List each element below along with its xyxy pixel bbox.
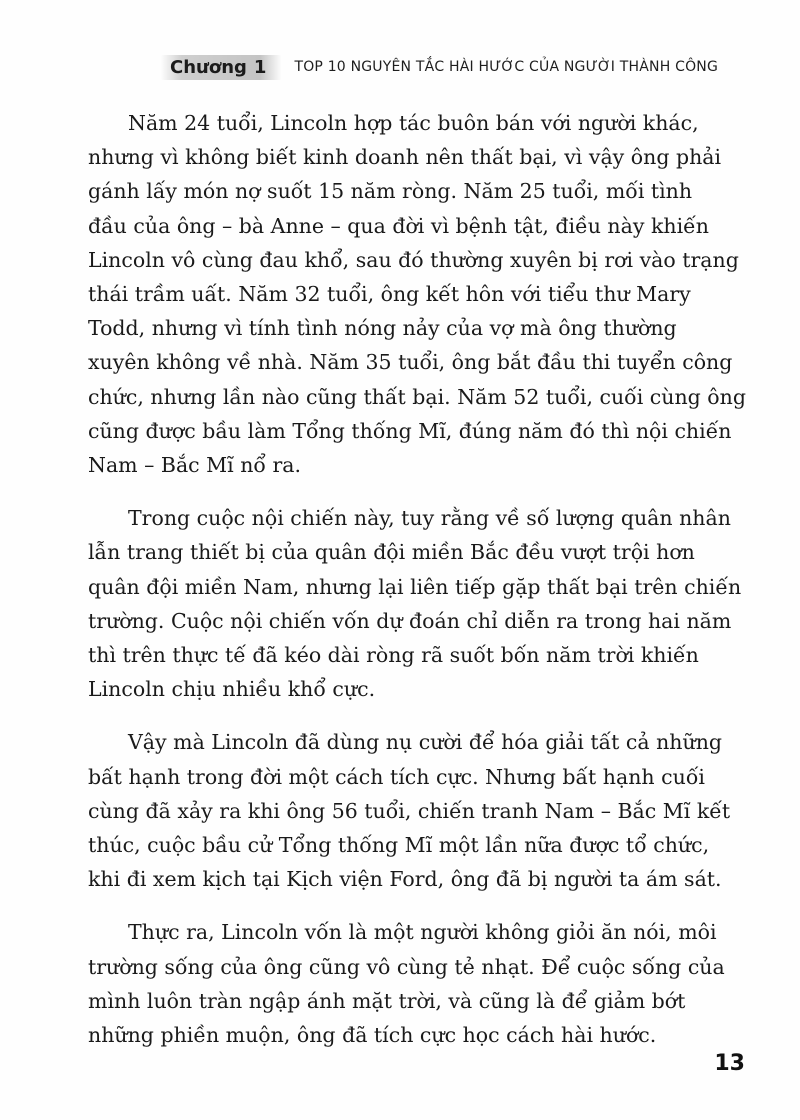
text-line: chức, nhưng lần nào cũng thất bại. Năm 52 tuổi, cuối cùng ông (88, 384, 746, 409)
text-line: Thực ra, Lincoln vốn là một người không giỏi ăn nói, môi (128, 920, 717, 945)
text-line: Năm 24 tuổi, Lincoln hợp tác buôn bán với người khác, (128, 111, 699, 135)
paragraph-4 (88, 915, 746, 1052)
running-header (160, 52, 718, 82)
text-line: Lincoln chịu nhiều khổ cực. (88, 677, 376, 702)
chapter-word: Chương (170, 56, 247, 78)
text-line: cũng được bầu làm Tổng thống Mĩ, đúng năm đó thì nội chiến (88, 418, 732, 443)
text-line: Trong cuộc nội chiến này, tuy rằng về số lượng quân nhân (128, 506, 731, 531)
paragraph-2 (88, 501, 746, 706)
text-line: Lincoln vô cùng đau khổ, sau đó thường xuyên bị rơi vào trạng (88, 247, 739, 272)
text-line: thái trầm uất. Năm 32 tuổi, ông kết hôn với tiểu thư Mary (88, 282, 691, 307)
text-line: thúc, cuộc bầu cử Tổng thống Mĩ một lần nữa được tổ chức, (88, 833, 710, 858)
page-number: 13 (714, 1051, 745, 1076)
text-line: bất hạnh trong đời một cách tích cực. Nhưng bất hạnh cuối (88, 764, 705, 789)
chapter-label (160, 55, 282, 80)
body-text (88, 106, 746, 1071)
text-line: trường. Cuộc nội chiến vốn dự đoán chỉ diễn ra trong hai năm (88, 608, 732, 633)
paragraph-1 (88, 106, 746, 482)
text-line: quân đội miền Nam, nhưng lại liên tiếp gặp thất bại trên chiến (88, 574, 742, 599)
text-line: khi đi xem kịch tại Kịch viện Ford, ông đã bị người ta ám sát. (88, 867, 722, 892)
text-line: gánh lấy món nợ suốt 15 năm ròng. Năm 25 tuổi, mối tình (88, 179, 693, 204)
text-line: lẫn trang thiết bị của quân đội miền Bắc đều vượt trội hơn (88, 540, 695, 565)
paragraph-3 (88, 725, 746, 896)
text-line: mình luôn tràn ngập ánh mặt trời, và cũng là để giảm bớt (88, 988, 686, 1013)
text-line: thì trên thực tế đã kéo dài ròng rã suốt bốn năm trời khiến (88, 643, 699, 668)
text-line: Todd, nhưng vì tính tình nóng nảy của vợ mà ông thường (88, 316, 677, 341)
chapter-number: 1 (253, 56, 267, 78)
text-line: đầu của ông – bà Anne – qua đời vì bệnh tật, điều này khiến (88, 213, 709, 238)
text-line: xuyên không về nhà. Năm 35 tuổi, ông bắt đầu thi tuyển công (88, 350, 733, 375)
text-line: Vậy mà Lincoln đã dùng nụ cười để hóa giải tất cả những (128, 730, 723, 755)
text-line: nhưng vì không biết kinh doanh nên thất bại, vì vậy ông phải (88, 145, 722, 170)
text-line: cùng đã xảy ra khi ông 56 tuổi, chiến tranh Nam – Bắc Mĩ kết (88, 798, 731, 823)
text-line: trường sống của ông cũng vô cùng tẻ nhạt. Để cuộc sống của (88, 954, 725, 979)
text-line: những phiền muộn, ông đã tích cực học cách hài hước. (88, 1023, 657, 1048)
text-line: Nam – Bắc Mĩ nổ ra. (88, 453, 302, 478)
chapter-title: TOP 10 NGUYÊN TẮC HÀI HƯỚC CỦA NGƯỜI THÀNH CÔNG (294, 59, 719, 75)
